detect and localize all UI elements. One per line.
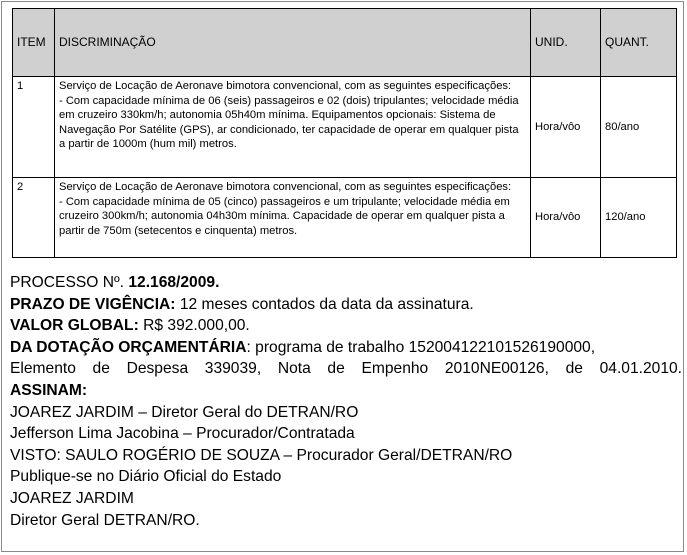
description-line: Serviço de Locação de Aeronave bimotora convencional, com as seguintes especificações: bbox=[59, 80, 512, 92]
processo-label: PROCESSO Nº. bbox=[10, 274, 125, 291]
signature-line: Jefferson Lima Jacobina – Procurador/Contratada bbox=[10, 425, 355, 443]
signature-line: JOAREZ JARDIM – Diretor Geral do DETRAN/RO bbox=[10, 403, 359, 421]
cell-quant: 120/ano bbox=[601, 178, 677, 258]
dotacao-line-2: Elemento de Despesa 339039, Nota de Empenho 2010NE00126, de 04.01.2010. bbox=[10, 360, 682, 378]
processo-value: 12.168/2009. bbox=[128, 274, 220, 291]
table-row bbox=[13, 77, 677, 178]
signature-title: Diretor Geral DETRAN/RO. bbox=[10, 511, 200, 529]
processo-line bbox=[10, 272, 682, 294]
cell-discriminacao bbox=[55, 178, 531, 258]
dotacao-text-1: : programa de trabalho 15200412210152619000​0, bbox=[246, 338, 596, 356]
valor-value: R$ 392.000,00. bbox=[143, 317, 250, 335]
cell-unid: Hora/vôo bbox=[531, 178, 601, 258]
prazo-line bbox=[10, 294, 682, 316]
prazo-value: 12 meses contados da data da assinatura. bbox=[179, 295, 474, 313]
description-line: - Com capacidade mínima de 06 (seis) passageiros e 02 (dois) tripulantes; velocidade média em cruzeiro 330km/h; autonomia 05h40m mínima. Equipamentos opcionais: Sistema de Navegação Por Satélite (GPS), ar condicionado, ter capacidade de operar em qualquer pista a partir de 1000m (hum mil) metros. bbox=[59, 94, 519, 150]
table-header-row bbox=[13, 9, 677, 77]
signature-line: VISTO: SAULO ROGÉRIO DE SOUZA – Procurador Geral/DETRAN/RO bbox=[10, 446, 513, 464]
cell-discriminacao bbox=[55, 77, 531, 178]
header-unid: UNID. bbox=[531, 9, 601, 77]
prazo-label: PRAZO DE VIGÊNCIA: bbox=[10, 295, 176, 313]
cell-quant: 80/ano bbox=[601, 77, 677, 178]
cell-item: 2 bbox=[13, 178, 55, 258]
signature-name: JOAREZ JARDIM bbox=[10, 489, 134, 507]
cell-item: 1 bbox=[13, 77, 55, 178]
dotacao-label: DA DOTAÇÃO ORÇAMENTÁRIA bbox=[10, 338, 247, 356]
dotacao-line-1 bbox=[10, 337, 682, 359]
assinam-label: ASSINAM: bbox=[10, 381, 88, 399]
header-quant: QUANT. bbox=[601, 9, 677, 77]
document-body bbox=[10, 272, 682, 531]
items-table bbox=[12, 8, 677, 258]
header-item: ITEM bbox=[13, 9, 55, 77]
description-line: - Com capacidade mínima de 05 (cinco) passageiros e um tripulante; velocidade média em cruzeiro 300km/h; autonomia 04h30m mínima. Capacidade de operar em qualquer pista a partir de 750m (setecentos e cinquenta) metros. bbox=[59, 195, 510, 237]
cell-unid: Hora/vôo bbox=[531, 77, 601, 178]
valor-label: VALOR GLOBAL: bbox=[10, 317, 139, 335]
description-line: Serviço de Locação de Aeronave bimotora convencional, com as seguintes especificações: bbox=[59, 181, 512, 193]
header-discriminacao: DISCRIMINAÇÃO bbox=[55, 9, 531, 77]
table-row bbox=[13, 178, 677, 258]
assinam-line bbox=[10, 380, 682, 402]
publication-line: Publique-se no Diário Oficial do Estado bbox=[10, 468, 282, 486]
valor-line bbox=[10, 315, 682, 337]
